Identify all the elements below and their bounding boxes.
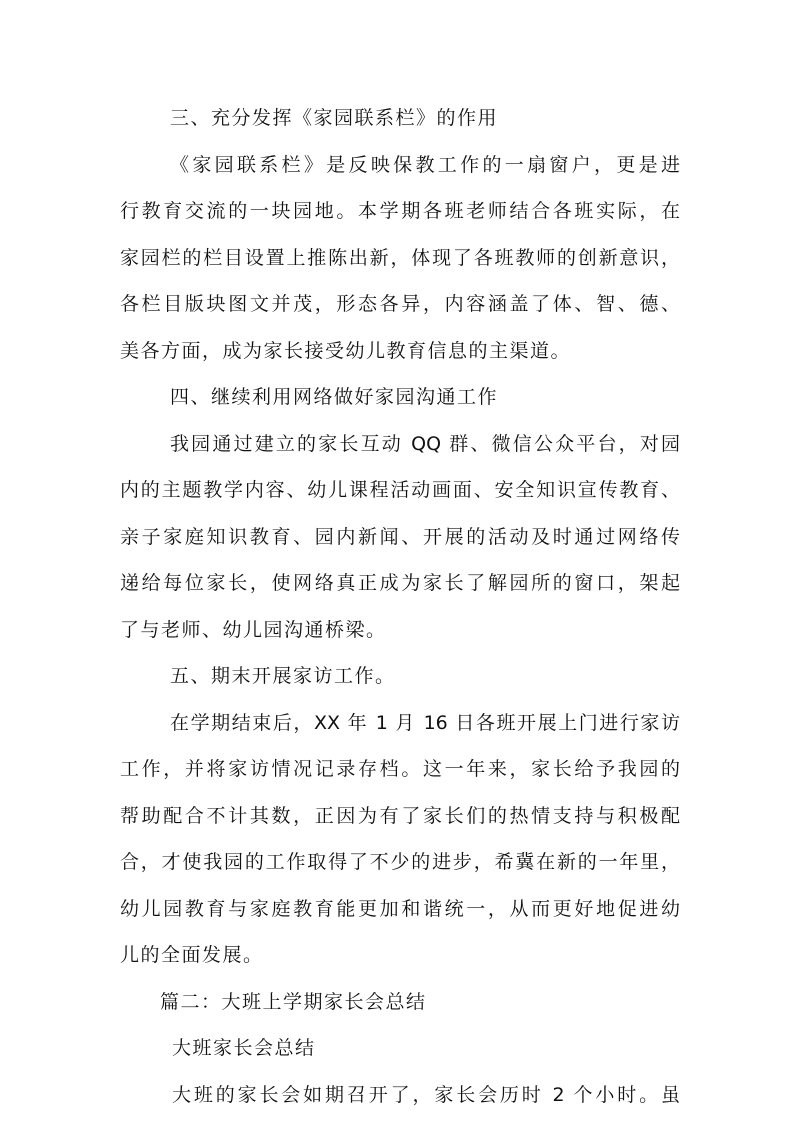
paragraph-line: 大班的家长会如期召开了，家长会历时 2 个小时。虽 <box>172 1084 680 1106</box>
paragraph-line: 行教育交流的一块园地。本学期各班老师结合各班实际，在 <box>120 200 680 222</box>
paragraph-line: 帮助配合不计其数，正因为有了家长们的热情支持与积极配 <box>120 805 680 827</box>
paragraph-line: 美各方面，成为家长接受幼儿教育信息的主渠道。 <box>120 340 572 362</box>
paragraph-line: 各栏目版块图文并茂，形态各异，内容涵盖了体、智、德、 <box>120 293 680 315</box>
paragraph-line: 《家园联系栏》是反映保教工作的一扇窗户，更是进 <box>170 154 680 176</box>
paragraph-line: 我园通过建立的家长互动 QQ 群、微信公众平台，对园 <box>170 433 680 455</box>
section-heading-5: 五、期末开展家访工作。 <box>170 665 396 687</box>
paragraph-line: 在学期结束后，XX 年 1 月 16 日各班开展上门进行家访 <box>170 712 680 734</box>
paragraph-line: 儿的全面发展。 <box>120 944 264 966</box>
paragraph-line: 工作，并将家访情况记录存档。这一年来，家长给予我园的 <box>120 758 680 780</box>
paragraph-line: 家园栏的栏目设置上推陈出新，体现了各班教师的创新意识， <box>120 247 680 269</box>
paragraph-line: 了与老师、幼儿园沟通桥梁。 <box>120 619 387 641</box>
paragraph-line: 内的主题教学内容、幼儿课程活动画面、安全知识宣传教育、 <box>120 479 680 501</box>
paragraph-line: 亲子家庭知识教育、园内新闻、开展的活动及时通过网络传 <box>120 526 680 548</box>
section-heading-3: 三、充分发挥《家园联系栏》的作用 <box>170 107 499 129</box>
paragraph-line: 递给每位家长，使网络真正成为家长了解园所的窗口，架起 <box>120 572 680 594</box>
article-subtitle: 大班家长会总结 <box>172 1037 316 1059</box>
article-title: 篇二：大班上学期家长会总结 <box>160 991 427 1013</box>
section-heading-4: 四、继续利用网络做好家园沟通工作 <box>170 386 499 408</box>
paragraph-line: 合，才使我园的工作取得了不少的进步，希冀在新的一年里， <box>120 851 680 873</box>
paragraph-line: 幼儿园教育与家庭教育能更加和谐统一，从而更好地促进幼 <box>120 898 680 920</box>
